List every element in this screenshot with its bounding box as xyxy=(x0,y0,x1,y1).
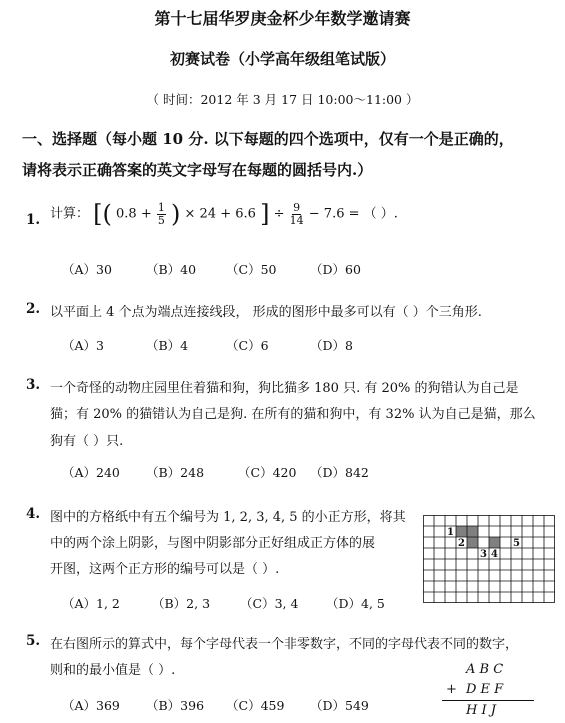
q4-option-a[interactable]: （A）1, 2 xyxy=(62,596,120,611)
q5-option-b[interactable]: （B）396 xyxy=(146,698,205,713)
q2-option-c[interactable]: （C）6 xyxy=(226,338,269,353)
exam-subtitle: 初赛试卷（小学高年级组笔试版） xyxy=(169,50,395,68)
exam-title: 第十七届华罗庚金杯少年数学邀请赛 xyxy=(154,9,411,28)
grid-label-2: 2 xyxy=(458,538,465,549)
q5-option-d[interactable]: （D）549 xyxy=(310,698,369,713)
q5-line1: 在右图所示的算式中，每个字母代表一个非零数字，不同的字母代表不同的数字， xyxy=(50,637,519,652)
q2-text: 以平面上 4 个点为端点连接线段， 形成的图形中最多可以有（ ）个三角形. xyxy=(50,305,482,320)
q5-number: 5. xyxy=(26,633,41,649)
shaded-cell xyxy=(489,537,500,548)
arith-plus: + xyxy=(446,682,457,697)
shaded-cell xyxy=(467,537,478,548)
q4-grid-figure xyxy=(423,515,555,603)
shaded-cell xyxy=(467,526,478,537)
q2-option-d[interactable]: （D）8 xyxy=(310,338,353,353)
q4-line1: 图中的方格纸中有五个编号为 1, 2, 3, 4, 5 的小正方形，将其 xyxy=(50,510,406,525)
q1-number: 1. xyxy=(26,212,41,228)
grid-label-3: 3 xyxy=(480,549,487,560)
q2-number: 2. xyxy=(26,301,41,317)
section-heading-line1: 一、选择题（每小题 10 分. 以下每题的四个选项中，仅有一个是正确的， xyxy=(22,130,514,148)
q1-f1-numerator: 1 xyxy=(157,200,165,214)
q1-option-c[interactable]: （C）50 xyxy=(226,262,277,277)
q4-option-d[interactable]: （D）4, 5 xyxy=(326,596,385,611)
q1-fraction-2 xyxy=(290,202,304,227)
arith-row1: A B C xyxy=(466,662,504,677)
q1-option-a[interactable]: （A）30 xyxy=(62,262,112,277)
q1-fraction-1 xyxy=(157,202,166,227)
q1-term-a: 0.8 + xyxy=(116,206,152,222)
q3-line3: 狗有（ ）只. xyxy=(50,434,124,449)
q3-line1: 一个奇怪的动物庄园里住着猫和狗，狗比猫多 180 只. 有 20% 的狗错认为自己是 xyxy=(50,381,519,396)
q5-line2: 则和的最小值是（ ）. xyxy=(50,663,176,678)
shaded-cell xyxy=(456,526,467,537)
q3-option-c[interactable]: （C）420 xyxy=(238,465,297,480)
q1-option-d[interactable]: （D）60 xyxy=(310,262,361,277)
q1-divide: ÷ xyxy=(273,206,285,222)
exam-time: （ 时间：2012 年 3 月 17 日 10:00～11:00 ） xyxy=(146,92,419,107)
q1-paren-close: ) xyxy=(171,200,181,228)
q1-term-d: − 7.6 = （ ）. xyxy=(308,206,398,222)
q4-line3: 开图，这两个正方形的编号可以是（ ）. xyxy=(50,562,280,577)
q1-prefix: 计算： xyxy=(50,206,90,222)
q3-line2: 猫；有 20% 的猫错认为自己是狗. 在所有的猫和狗中，有 32% 认为自己是猫，那么 xyxy=(50,407,536,422)
q1-bracket-open: [( xyxy=(93,200,112,228)
q4-option-c[interactable]: （C）3, 4 xyxy=(240,596,299,611)
q4-line2: 中的两个涂上阴影，与图中阴影部分正好组成正方体的展 xyxy=(50,536,376,551)
q1-bracket-close: ] xyxy=(260,200,270,228)
q3-number: 3. xyxy=(26,377,41,393)
q1-f2-numerator: 9 xyxy=(293,200,301,214)
q1-f1-denominator: 5 xyxy=(157,213,165,227)
q2-option-b[interactable]: （B）4 xyxy=(146,338,189,353)
arith-row3: H I J xyxy=(466,703,496,718)
grid-label-1: 1 xyxy=(447,527,454,538)
q5-arithmetic-figure xyxy=(440,662,540,722)
section-heading-line2: 请将表示正确答案的英文字母写在每题的圆括号内.） xyxy=(22,161,373,179)
q4-option-b[interactable]: （B）2, 3 xyxy=(152,596,211,611)
q1-term-b: × 24 + 6.6 xyxy=(184,206,256,222)
q1-expression xyxy=(50,200,398,228)
q4-number: 4. xyxy=(26,506,41,522)
q1-f2-denominator: 14 xyxy=(289,213,304,227)
q3-option-b[interactable]: （B）248 xyxy=(146,465,205,480)
arith-sum-line xyxy=(442,700,534,701)
q3-option-a[interactable]: （A）240 xyxy=(62,465,120,480)
q5-option-c[interactable]: （C）459 xyxy=(226,698,285,713)
grid-lines xyxy=(423,515,555,603)
grid-label-4: 4 xyxy=(491,549,498,560)
q5-option-a[interactable]: （A）369 xyxy=(62,698,120,713)
grid-label-5: 5 xyxy=(513,538,520,549)
arith-row2: D E F xyxy=(466,682,504,697)
q2-option-a[interactable]: （A）3 xyxy=(62,338,104,353)
q1-option-b[interactable]: （B）40 xyxy=(146,262,197,277)
q3-option-d[interactable]: （D）842 xyxy=(310,465,369,480)
